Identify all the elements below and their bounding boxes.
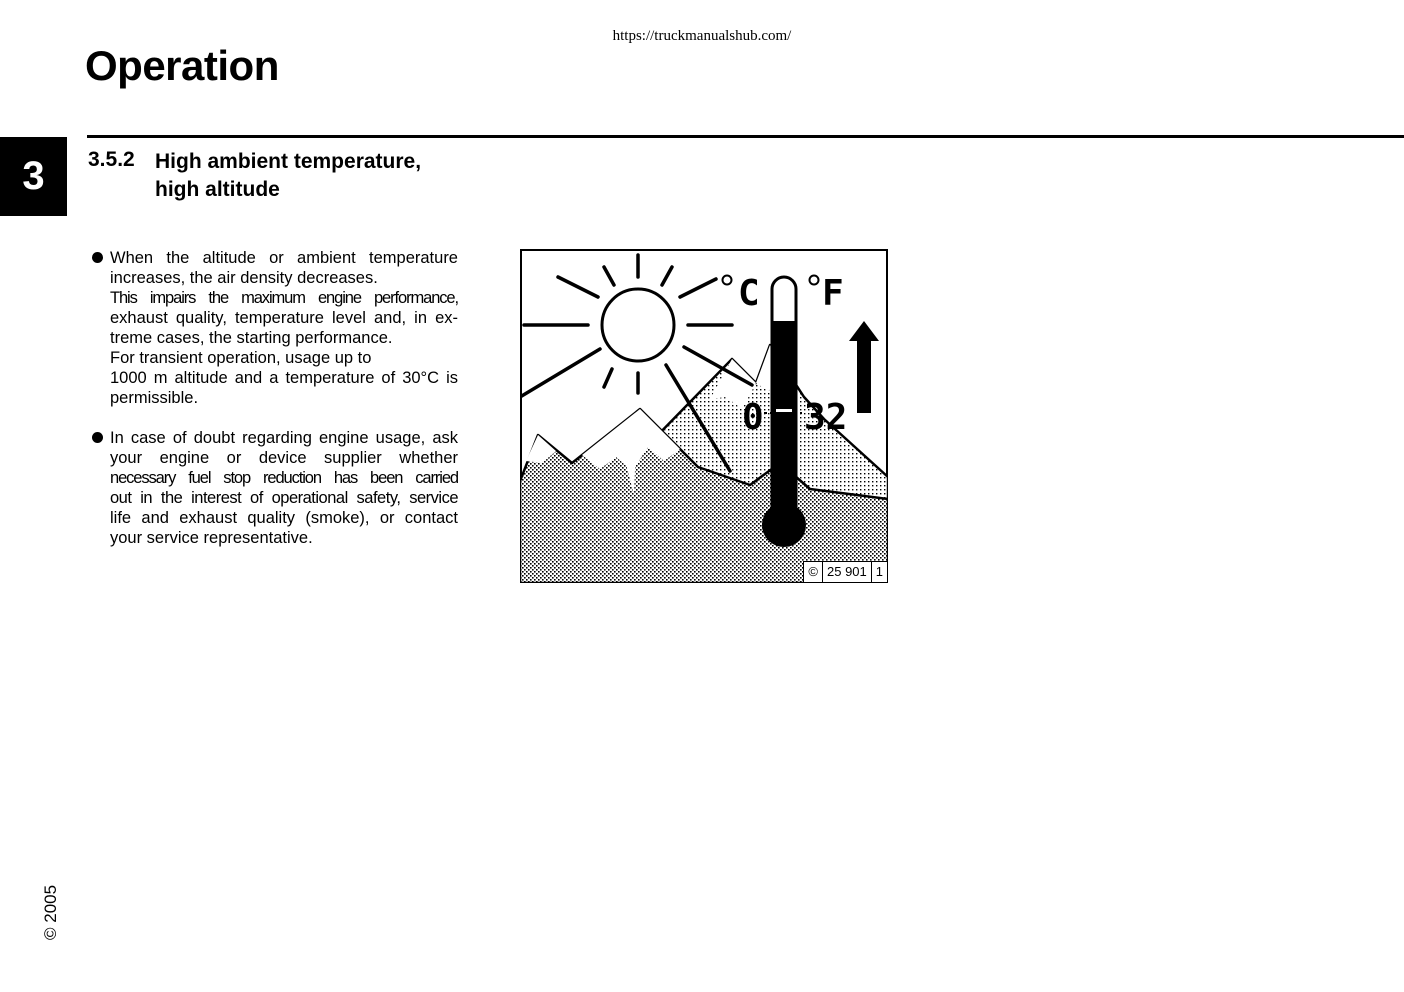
bullet-item [90,428,458,548]
page-title: Operation [85,42,279,89]
text-line: permissible. [110,389,199,407]
section-number: 3.5.2 [88,148,135,171]
celsius-label: C [738,273,760,314]
text-line: your service representative. [110,529,313,547]
text-line: exhaust quality, temperature level and, in ex- [110,309,458,327]
text-line: This impairs the maximum engine performance, [110,289,458,307]
bullet-item [90,248,458,408]
bullet-list [90,248,458,568]
figure-altitude-temperature [520,249,888,583]
celsius-value: 0 [742,397,764,438]
text-line: treme cases, the starting performance. [110,329,393,347]
text-line: When the altitude or ambient temperature [110,249,458,267]
text-line: life and exhaust quality (smoke), or contact [110,509,458,527]
text-line: your engine or device supplier whether [110,449,458,467]
fahrenheit-label: F [822,273,844,314]
altitude-temperature-illustration [520,249,888,583]
bullet-icon [92,432,103,443]
section-title-line: high altitude [155,178,280,201]
text-line: 1000 m altitude and a temperature of 30°C is [110,369,458,387]
source-url: https://truckmanualshub.com/ [612,28,792,44]
caption-copyright: © [808,564,818,579]
text-line: necessary fuel stop reduction has been carried [110,469,458,487]
text-line: out in the interest of operational safety, service [110,489,458,507]
figure-caption [803,561,887,582]
bullet-icon [92,252,103,263]
section-title-line: High ambient temperature, [155,150,422,173]
fahrenheit-value: 32 [804,397,848,438]
section-title [155,148,421,204]
caption-index: 1 [871,562,887,582]
text-line: increases, the air density decreases. [110,269,378,287]
copyright-notice: © 2005 [41,884,60,940]
chapter-tab: 3 [0,137,67,216]
header-rule [87,135,1404,138]
text-line: For transient operation, usage up to [110,349,372,367]
text-line: In case of doubt regarding engine usage, ask [110,429,458,447]
caption-number: 25 901 [822,562,871,582]
